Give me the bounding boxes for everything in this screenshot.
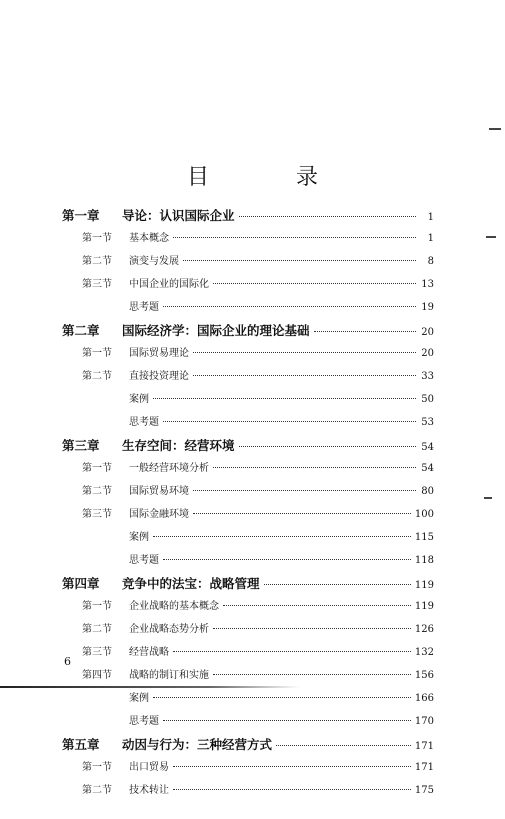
toc-section-row: [62, 482, 434, 505]
toc-entry-number: 第二章: [62, 323, 100, 338]
toc-section-row: [62, 413, 434, 436]
toc-leader-dots: [223, 605, 411, 606]
toc-leader-dots: [276, 745, 411, 746]
toc-section-row: [62, 390, 434, 413]
toc-entry-title: 国际金融环境: [129, 509, 189, 520]
toc-section-row: [62, 505, 434, 528]
toc-leader-dots: [153, 697, 411, 698]
toc-entry-title: 基本概念: [129, 233, 169, 244]
toc-entry-number: 第一节: [82, 348, 112, 359]
toc-section-row: [62, 252, 434, 275]
toc-leader-dots: [213, 674, 411, 675]
toc-section-row: [62, 275, 434, 298]
toc-entry-number: 第三节: [82, 509, 112, 520]
toc-section-row: [62, 712, 434, 735]
toc-entry-page: 171: [414, 762, 434, 773]
toc-entry-page: 132: [414, 647, 434, 658]
toc-entry-title: 案例: [129, 394, 149, 405]
toc-leader-dots: [213, 467, 416, 468]
toc-entry-number: 第三节: [82, 647, 112, 658]
toc-entry-page: 1: [427, 233, 434, 244]
toc-section-row: [62, 298, 434, 321]
toc-entry-number: 第二节: [82, 785, 112, 796]
toc-entry-number: 第一节: [82, 601, 112, 612]
toc-entry-title: 思考题: [129, 716, 159, 727]
toc-entry-number: 第四章: [62, 576, 100, 591]
toc-entry-title: 思考题: [129, 417, 159, 428]
toc-section-row: [62, 781, 434, 804]
toc-entry-page: 119: [414, 601, 434, 612]
toc-entry-number: 第一节: [82, 463, 112, 474]
toc-section-row: [62, 551, 434, 574]
toc-leader-dots: [163, 559, 411, 560]
toc-entry-page: 119: [414, 580, 434, 591]
toc-chapter-row: [62, 206, 434, 229]
toc-entry-title: 国际经济学：国际企业的理论基础: [122, 323, 310, 338]
toc-entry-title: 企业战略的基本概念: [129, 601, 219, 612]
toc-entry-number: 第四节: [82, 670, 112, 681]
toc-entry-number: 第一章: [62, 208, 100, 223]
toc-section-row: [62, 758, 434, 781]
toc-section-row: [62, 229, 434, 252]
toc-entry-title: 案例: [129, 693, 149, 704]
toc-entry-number: 第二节: [82, 256, 112, 267]
toc-entry-page: 33: [421, 371, 434, 382]
toc-section-row: [62, 643, 434, 666]
toc-entry-title: 演变与发展: [129, 256, 179, 267]
toc-section-row: [62, 597, 434, 620]
toc-leader-dots: [173, 789, 411, 790]
table-of-contents: [62, 206, 434, 804]
scan-artifact-mark: [489, 128, 501, 130]
toc-entry-title: 国际贸易环境: [129, 486, 189, 497]
toc-entry-page: 166: [414, 693, 434, 704]
toc-entry-title: 竞争中的法宝：战略管理: [122, 576, 260, 591]
toc-leader-dots: [193, 513, 411, 514]
toc-leader-dots: [213, 628, 411, 629]
toc-entry-number: 第一节: [82, 762, 112, 773]
toc-entry-page: 1: [427, 212, 434, 223]
toc-entry-page: 20: [421, 348, 434, 359]
toc-leader-dots: [239, 446, 416, 447]
toc-entry-title: 中国企业的国际化: [129, 279, 209, 290]
toc-leader-dots: [153, 398, 416, 399]
toc-entry-page: 54: [421, 463, 434, 474]
scan-artifact-mark: [486, 236, 496, 238]
toc-leader-dots: [239, 216, 416, 217]
toc-entry-title: 国际贸易理论: [129, 348, 189, 359]
toc-entry-title: 一般经营环境分析: [129, 463, 209, 474]
toc-entry-title: 导论：认识国际企业: [122, 208, 235, 223]
scan-artifact-mark: [484, 497, 492, 499]
toc-leader-dots: [183, 260, 416, 261]
toc-entry-number: 第二节: [82, 486, 112, 497]
toc-leader-dots: [193, 375, 416, 376]
toc-entry-page: 20: [421, 327, 434, 338]
toc-leader-dots: [264, 584, 411, 585]
toc-entry-title: 直接投资理论: [129, 371, 189, 382]
toc-leader-dots: [163, 306, 416, 307]
toc-leader-dots: [163, 421, 416, 422]
toc-chapter-row: [62, 735, 434, 758]
toc-leader-dots: [173, 651, 411, 652]
toc-entry-page: 8: [427, 256, 434, 267]
toc-entry-title: 经营战略: [129, 647, 169, 658]
scan-artifact-line: [0, 686, 300, 688]
toc-entry-page: 115: [414, 532, 434, 543]
toc-entry-title: 思考题: [129, 302, 159, 313]
toc-leader-dots: [314, 331, 416, 332]
toc-entry-title: 技术转让: [129, 785, 169, 796]
toc-entry-page: 100: [414, 509, 434, 520]
toc-entry-number: 第三节: [82, 279, 112, 290]
toc-entry-page: 170: [414, 716, 434, 727]
toc-leader-dots: [153, 536, 411, 537]
toc-section-row: [62, 367, 434, 390]
toc-chapter-row: [62, 321, 434, 344]
toc-entry-number: 第一节: [82, 233, 112, 244]
toc-entry-title: 案例: [129, 532, 149, 543]
toc-entry-title: 动因与行为：三种经营方式: [122, 737, 273, 752]
toc-leader-dots: [193, 352, 416, 353]
toc-entry-page: 50: [421, 394, 434, 405]
toc-entry-title: 企业战略态势分析: [129, 624, 209, 635]
toc-entry-page: 80: [421, 486, 434, 497]
page-number: 6: [64, 655, 71, 668]
toc-entry-page: 53: [421, 417, 434, 428]
toc-entry-title: 出口贸易: [129, 762, 169, 773]
toc-leader-dots: [173, 766, 411, 767]
toc-leader-dots: [193, 490, 416, 491]
toc-chapter-row: [62, 436, 434, 459]
toc-section-row: [62, 344, 434, 367]
toc-entry-page: 156: [414, 670, 434, 681]
toc-entry-title: 生存空间：经营环境: [122, 438, 235, 453]
toc-entry-title: 思考题: [129, 555, 159, 566]
toc-entry-number: 第三章: [62, 438, 100, 453]
toc-entry-number: 第五章: [62, 737, 100, 752]
toc-section-row: [62, 620, 434, 643]
toc-entry-title: 战略的制订和实施: [129, 670, 209, 681]
toc-entry-page: 13: [421, 279, 434, 290]
toc-leader-dots: [213, 283, 416, 284]
page-title: 目 录: [187, 165, 358, 190]
toc-section-row: [62, 459, 434, 482]
toc-entry-page: 118: [414, 555, 434, 566]
toc-chapter-row: [62, 574, 434, 597]
toc-leader-dots: [163, 720, 411, 721]
toc-section-row: [62, 689, 434, 712]
toc-section-row: [62, 528, 434, 551]
toc-leader-dots: [173, 237, 416, 238]
toc-entry-page: 54: [421, 442, 434, 453]
toc-entry-page: 19: [421, 302, 434, 313]
toc-entry-page: 171: [414, 741, 434, 752]
toc-entry-number: 第二节: [82, 371, 112, 382]
toc-entry-number: 第二节: [82, 624, 112, 635]
toc-entry-page: 175: [414, 785, 434, 796]
toc-entry-page: 126: [414, 624, 434, 635]
